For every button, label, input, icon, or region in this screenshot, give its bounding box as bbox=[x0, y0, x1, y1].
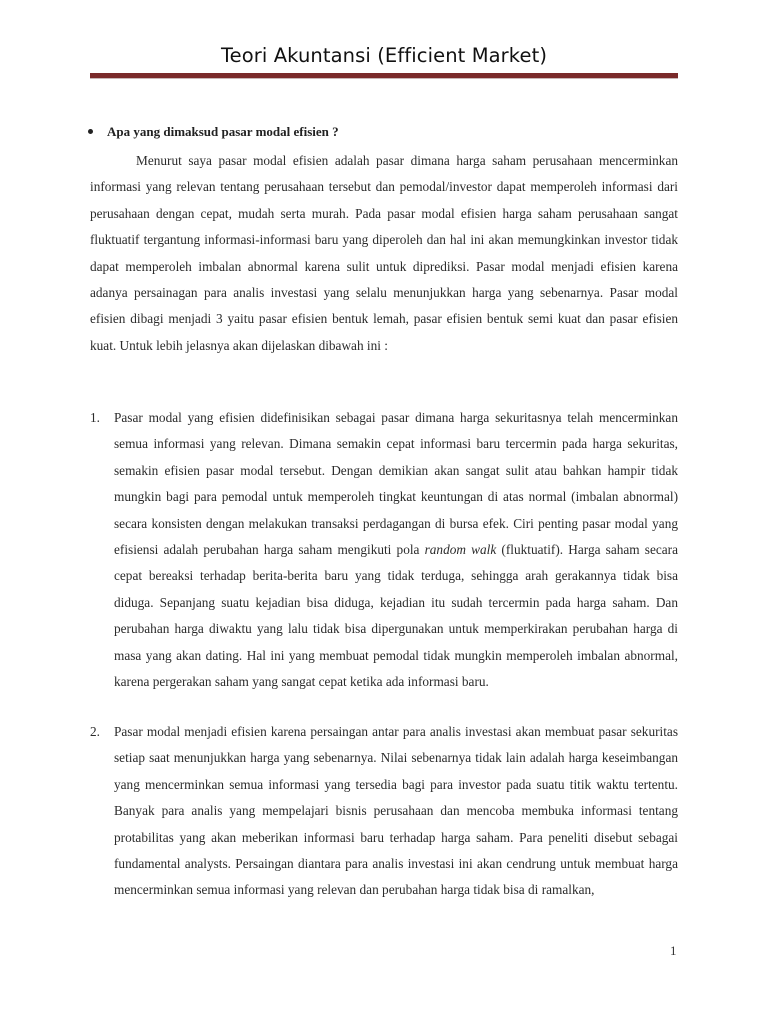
page-header-title: Teori Akuntansi (Efficient Market) bbox=[220, 44, 548, 67]
header-rule-shadow bbox=[90, 78, 678, 79]
list-item-text-after: (fluktuatif). Harga saham secara cepat bereaksi terhadap berita-berita baru yang tidak terduga, sehingga arah gerakannya tidak bisa diduga. Sepanjang suatu kejadian bisa diduga, kejadian itu sudah tercermin pada harga saham. Dan perubahan harga diwaktu yang lalu tidak bisa dipergunakan untuk memperkirakan perubahan harga di masa yang akan dating. Hal ini yang membuat pemodal tidak mungkin memperoleh imbalan abnormal, karena pergerakan saham yang sangat cepat ketika ada informasi baru. bbox=[114, 542, 678, 690]
list-item-body: Pasar modal menjadi efisien karena persaingan antar para analis investasi akan membuat pasar sekuritas setiap saat menunjukkan harga yang sebenarnya. Nilai sebenarnya tidak lain adalah harga keseimbangan yang mencerminkan semua informasi yang tersedia bagi para investor pada suatu titik waktu tertentu. Banyak para analis yang mempelajari bisnis perusahaan dan mencoba membuka informasi tentang protabilitas yang akan meberikan informasi baru terhadap harga saham. Para peneliti disebut sebagai fundamental analysts. Persaingan diantara para analis investasi ini akan cendrung untuk membuat harga mencerminkan semua informasi yang relevan dan perubahan harga tidak bisa di ramalkan, bbox=[114, 724, 678, 898]
list-item-2 bbox=[90, 719, 678, 904]
intro-paragraph: Menurut saya pasar modal efisien adalah pasar dimana harga saham perusahaan mencerminkan informasi yang relevan tentang perusahaan tersebut dan pemodal/investor dapat memperoleh informasi dari perusahaan dengan cepat, mudah serta murah. Pada pasar modal efisien harga saham perusahaan sangat fluktuatif tergantung informasi-informasi baru yang diperoleh dan hal ini akan memungkinkan investor tidak dapat memperoleh imbalan abnormal karena sulit untuk diprediksi. Pasar modal menjadi efisien karena adanya persainagan para analis investasi yang selalu menunjukkan harga yang sebenarnya. Pasar modal efisien dibagi menjadi 3 yaitu pasar efisien bentuk lemah, pasar efisien bentuk semi kuat dan pasar efisien kuat. Untuk lebih jelasnya akan dijelaskan dibawah ini : bbox=[90, 153, 678, 353]
list-item-1 bbox=[90, 405, 678, 695]
list-item-number: 2. bbox=[90, 724, 100, 739]
question-text: Apa yang dimaksud pasar modal efisien ? bbox=[107, 124, 339, 139]
question-heading bbox=[88, 124, 339, 140]
list-item-text-before: Pasar modal yang efisien didefinisikan sebagai pasar dimana harga sekuritasnya telah mencerminkan semua informasi yang relevan. Dimana semakin cepat informasi baru tercermin pada harga sekuritas, semakin efisien pasar modal tersebut. Dengan demikian akan sangat sulit atau bahkan hampir tidak mungkin bagi para pemodal untuk memperoleh tingkat keuntungan di atas normal (imbalan abnormal) secara konsisten dengan melakukan transaksi perdagangan di bursa efek. Ciri penting pasar modal yang efisiensi adalah perubahan harga saham mengikuti pola bbox=[114, 410, 678, 558]
page-number: 1 bbox=[670, 943, 677, 958]
list-item-body bbox=[114, 405, 678, 695]
list-item-number: 1. bbox=[90, 410, 100, 425]
random-walk-term: random walk bbox=[424, 542, 497, 558]
bullet-icon bbox=[88, 129, 93, 134]
